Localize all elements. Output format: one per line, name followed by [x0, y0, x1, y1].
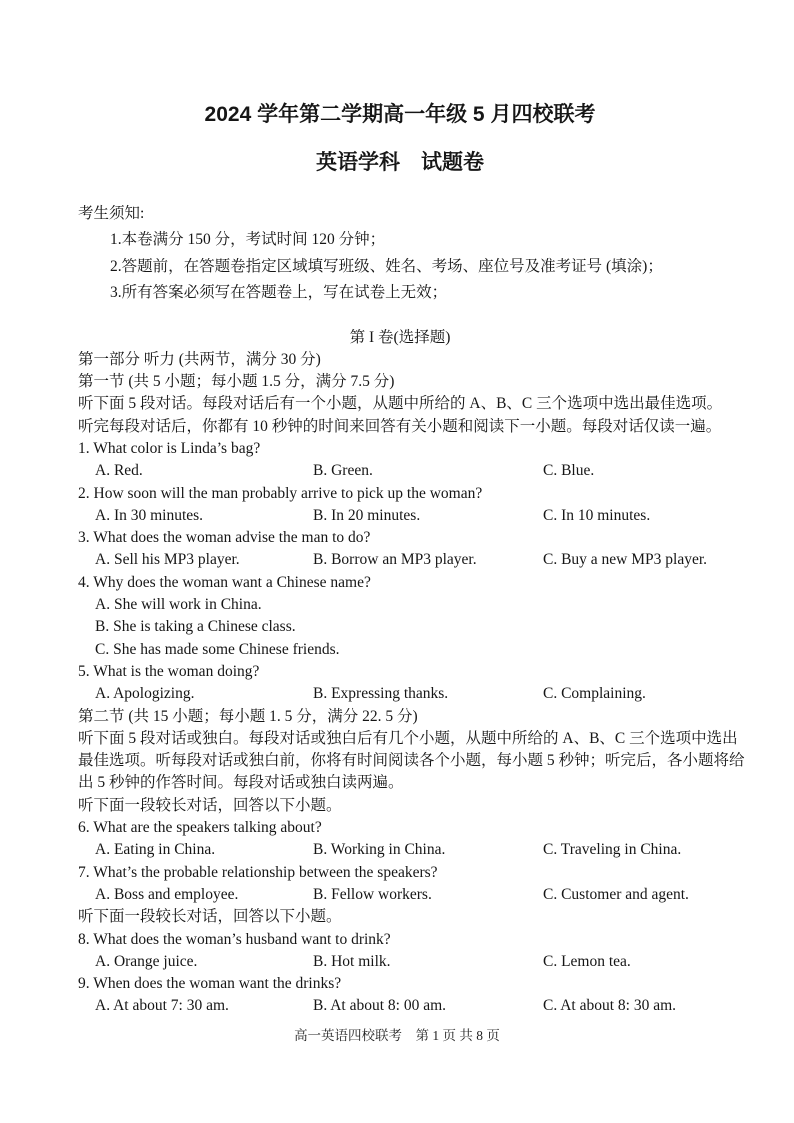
page-title: 2024 学年第二学期高一年级 5 月四校联考 [204, 103, 596, 126]
section2-intro-line-1: 听下面 5 段对话或独白。每段对话或独白后有几个小题，从题中所给的 A、B、C 三个选项中选出 [78, 729, 738, 747]
question-5-option-a: A. Apologizing. [95, 685, 195, 703]
question-5-option-c: C. Complaining. [543, 685, 646, 703]
question-9-text: 9. When does the woman want the drinks? [78, 975, 342, 993]
question-2-options [78, 505, 722, 527]
question-1-option-c: C. Blue. [543, 462, 595, 480]
notice-heading: 考生须知: [78, 205, 145, 222]
section1-intro-line-1: 听下面 5 段对话。每段对话后有一个小题，从题中所给的 A、B、C 三个选项中选出最佳选项。 [78, 395, 723, 413]
question-8-options [78, 951, 722, 973]
part1-heading: 第一部分 听力 (共两节，满分 30 分) [78, 350, 321, 368]
question-9-option-c: C. At about 8: 30 am. [543, 997, 677, 1015]
question-2-text: 2. How soon will the man probably arrive to pick up the woman? [78, 484, 483, 502]
section2-heading: 第二节 (共 15 小题；每小题 1. 5 分，满分 22. 5 分) [78, 707, 418, 725]
question-1-option-a: A. Red. [95, 462, 143, 480]
question-5-options [78, 683, 722, 705]
question-9 [78, 973, 722, 1018]
question-4-option-b: B. She is taking a Chinese class. [95, 618, 296, 636]
question-7 [78, 862, 722, 907]
question-4-option-a: A. She will work in China. [95, 596, 262, 614]
question-4-option-c: C. She has made some Chinese friends. [95, 640, 340, 658]
page-content [78, 0, 745, 1018]
question-2-option-a: A. In 30 minutes. [95, 506, 204, 524]
notice-item-3: 3.所有答案必须写在答题卷上，写在试卷上无效； [110, 284, 448, 301]
question-6-text: 6. What are the speakers talking about? [78, 819, 322, 837]
question-8-text: 8. What does the woman’s husband want to drink? [78, 930, 391, 948]
question-4-options [78, 594, 722, 661]
question-7-option-b: B. Fellow workers. [313, 885, 432, 903]
notice-item-2: 2.答题前，在答题卷指定区域填写班级、姓名、考场、座位号及准考证号 (填涂)； [110, 257, 663, 275]
question-3 [78, 527, 722, 572]
question-1-options [78, 460, 722, 482]
question-8 [78, 929, 722, 974]
page-subtitle: 英语学科 试题卷 [316, 151, 484, 174]
question-9-option-b: B. At about 8: 00 am. [313, 997, 447, 1015]
question-5-option-b: B. Expressing thanks. [313, 685, 449, 703]
question-7-text: 7. What’s the probable relationship between the speakers? [78, 863, 438, 881]
section2-intro-line-3: 出 5 秒钟的作答时间。每段对话或独白读两遍。 [78, 774, 404, 792]
question-6-options [78, 839, 722, 861]
question-6 [78, 817, 722, 862]
question-1-text: 1. What color is Linda’s bag? [78, 439, 261, 457]
question-1 [78, 438, 722, 483]
question-8-option-c: C. Lemon tea. [543, 952, 631, 970]
question-6-option-b: B. Working in China. [313, 841, 446, 859]
question-3-options [78, 549, 722, 571]
question-4-text: 4. Why does the woman want a Chinese name? [78, 573, 371, 591]
question-8-option-b: B. Hot milk. [313, 952, 391, 970]
question-8-option-a: A. Orange juice. [95, 952, 198, 970]
question-2 [78, 483, 722, 528]
notice-item-1: 1.本卷满分 150 分，考试时间 120 分钟； [110, 231, 386, 248]
question-6-option-c: C. Traveling in China. [543, 841, 682, 859]
question-2-option-b: B. In 20 minutes. [313, 506, 421, 524]
question-3-option-a: A. Sell his MP3 player. [95, 551, 240, 569]
question-9-options [78, 995, 722, 1017]
question-3-option-b: B. Borrow an MP3 player. [313, 551, 477, 569]
question-5 [78, 661, 722, 706]
question-2-option-c: C. In 10 minutes. [543, 506, 651, 524]
page-footer: 高一英语四校联考 第 1 页 共 8 页 [294, 1028, 500, 1043]
question-3-option-c: C. Buy a new MP3 player. [543, 551, 708, 569]
question-5-text: 5. What is the woman doing? [78, 662, 260, 680]
dialog-hint-2: 听下面一段较长对话，回答以下小题。 [78, 908, 342, 926]
exam-body [78, 327, 745, 1018]
section1-heading: 第一节 (共 5 小题；每小题 1.5 分，满分 7.5 分) [78, 373, 395, 391]
question-1-option-b: B. Green. [313, 462, 373, 480]
question-9-option-a: A. At about 7: 30 am. [95, 997, 229, 1015]
candidate-notice [78, 201, 722, 307]
section2-intro-line-2: 最佳选项。听每段对话或独白前，你将有时间阅读各个小题，每小题 5 秒钟；听完后，各小题将给 [78, 752, 745, 770]
question-3-text: 3. What does the woman advise the man to do? [78, 529, 371, 547]
section1-intro-line-2: 听完每段对话后，你都有 10 秒钟的时间来回答有关小题和阅读下一小题。每段对话仅读一遍。 [78, 417, 722, 435]
question-6-option-a: A. Eating in China. [95, 841, 216, 859]
question-7-options [78, 884, 722, 906]
question-4 [78, 572, 722, 661]
dialog-hint-1: 听下面一段较长对话，回答以下小题。 [78, 796, 342, 814]
volume-heading: 第 I 卷(选择题) [349, 328, 451, 346]
question-7-option-a: A. Boss and employee. [95, 885, 239, 903]
question-7-option-c: C. Customer and agent. [543, 885, 689, 903]
